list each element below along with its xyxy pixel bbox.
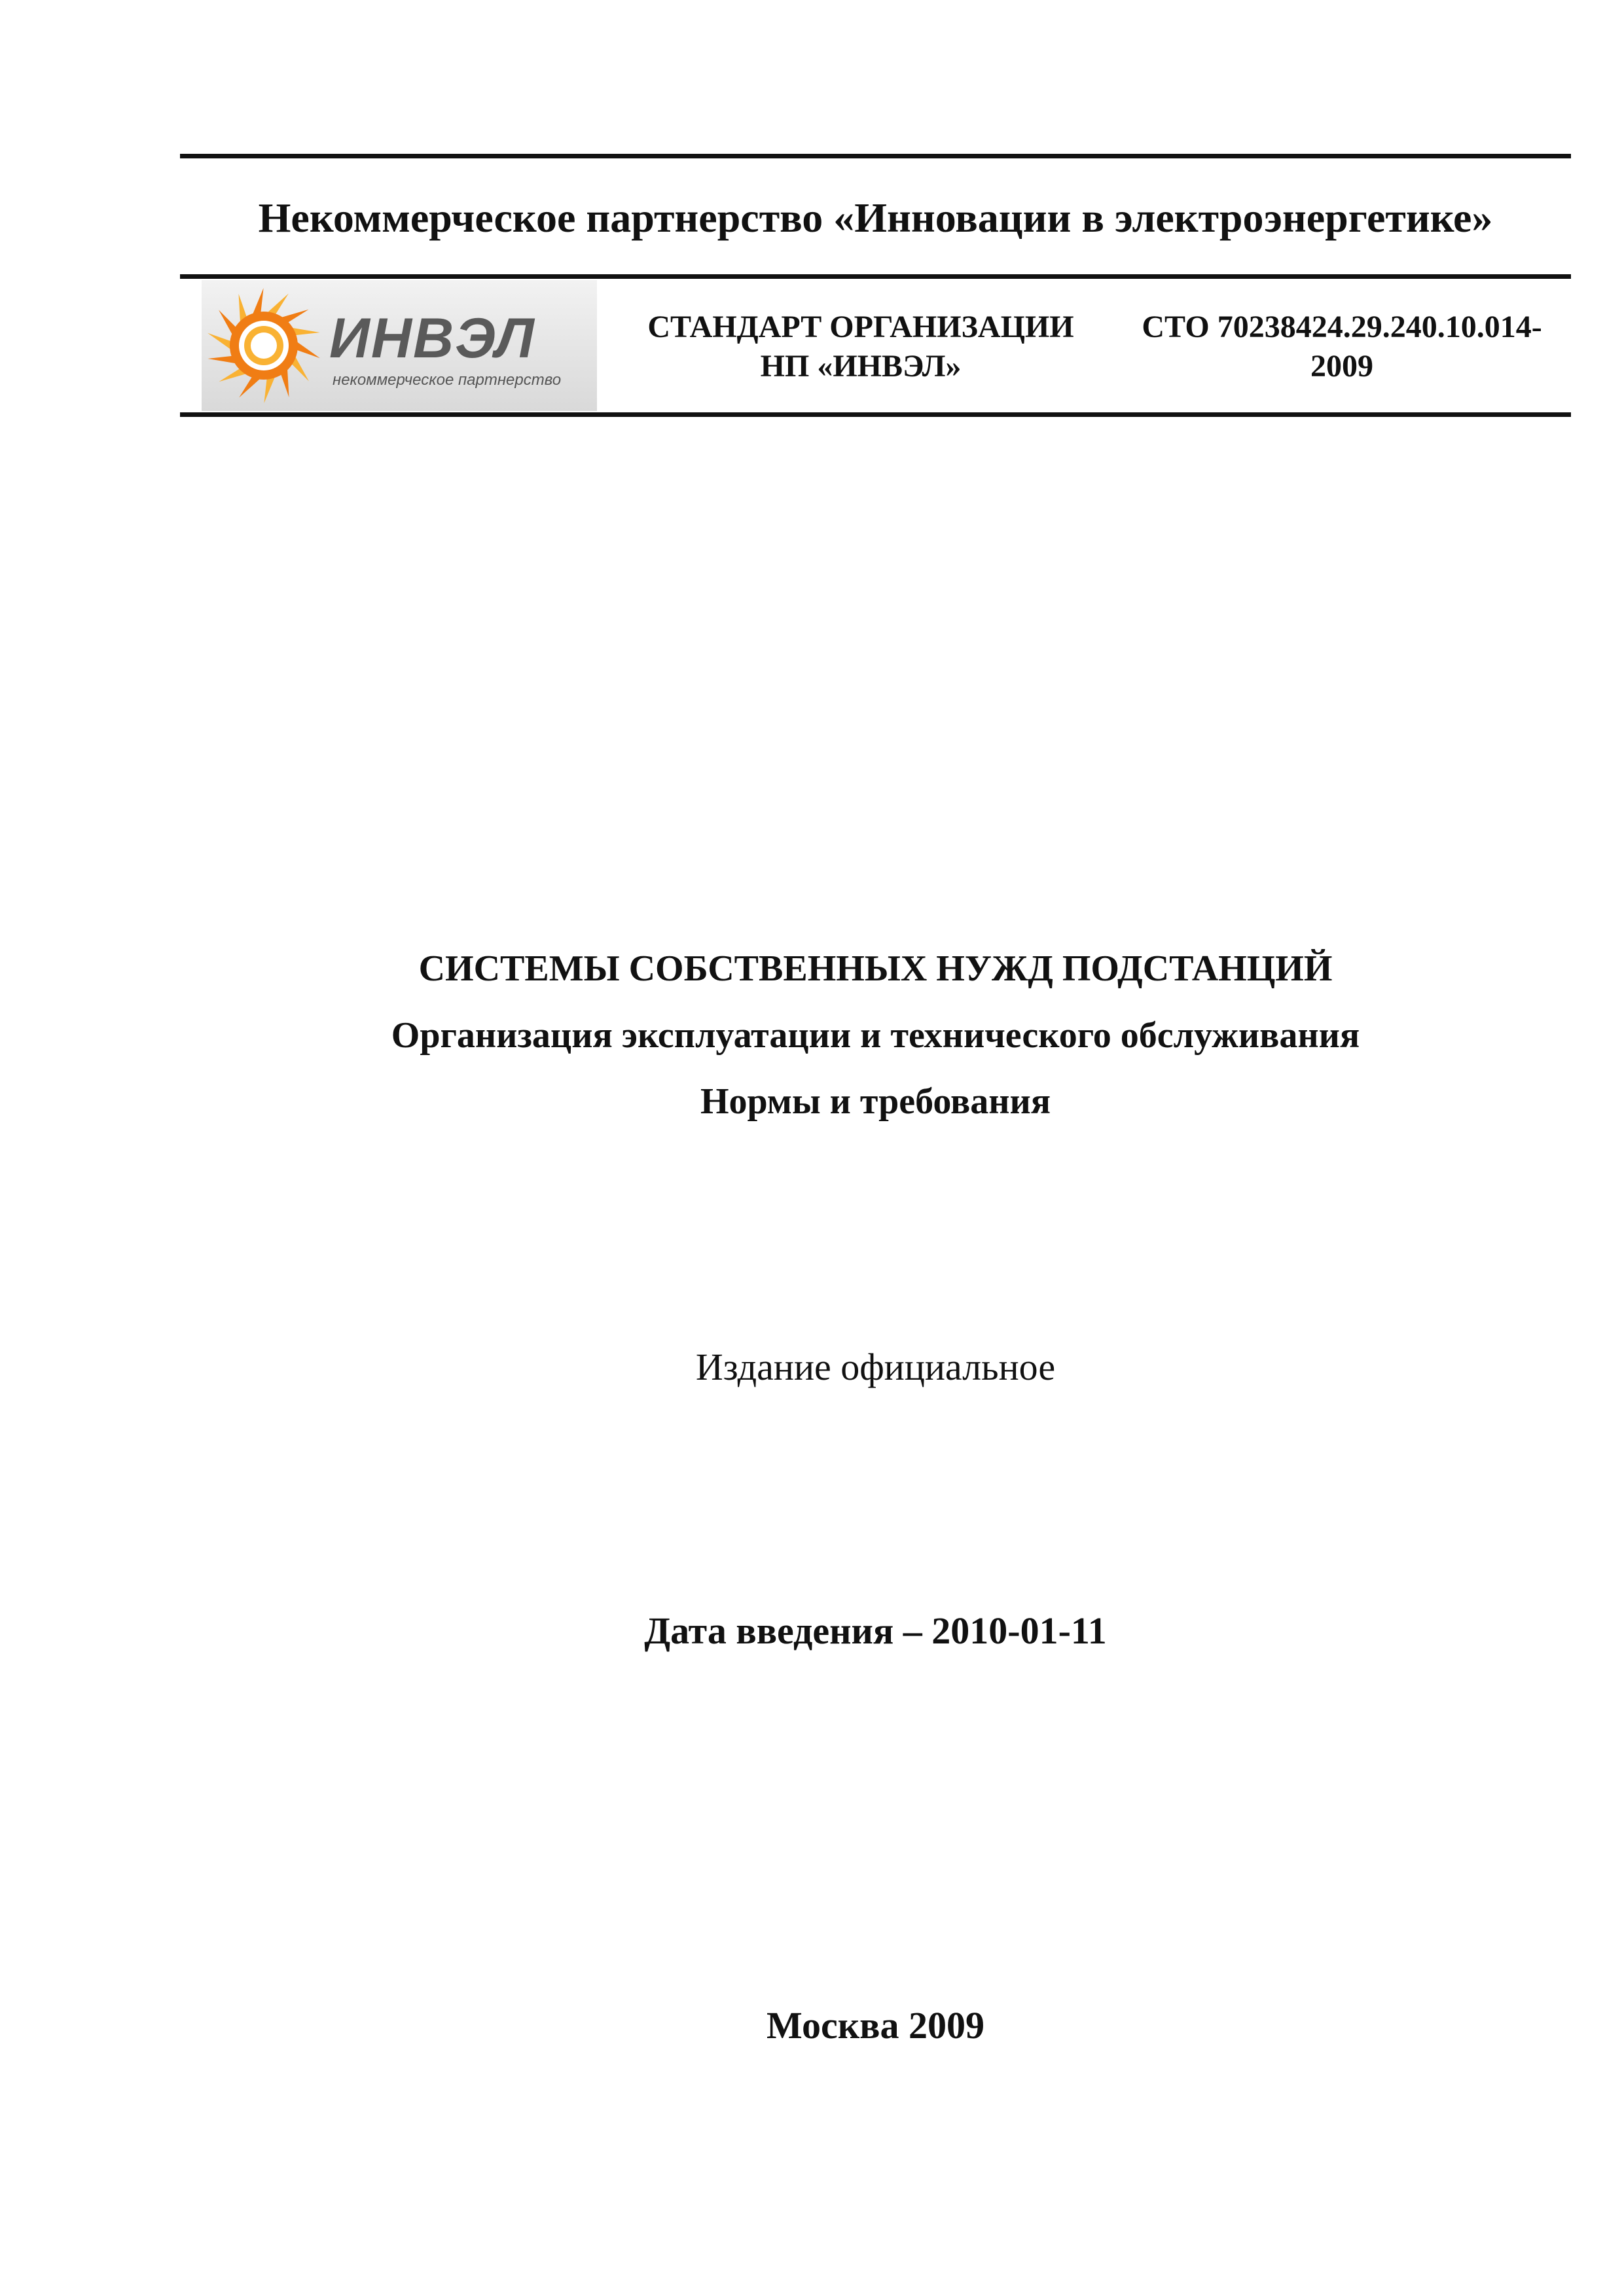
document-subtitle-2: Нормы и требования	[700, 1081, 1051, 1122]
standard-code-line-1: СТО 70238424.29.240.10.014-	[1142, 310, 1542, 344]
standard-label-line-1: СТАНДАРТ ОРГАНИЗАЦИИ	[647, 310, 1074, 344]
logo-tagline: некоммерческое партнерство	[333, 371, 562, 389]
standard-label	[632, 308, 1090, 386]
document-title: СИСТЕМЫ СОБСТВЕННЫХ НУЖД ПОДСТАНЦИЙ	[418, 948, 1333, 989]
edition-note: Издание официальное	[695, 1346, 1056, 1388]
logo	[202, 280, 597, 411]
standard-label-line-2: НП «ИНВЭЛ»	[760, 349, 962, 384]
standard-code-line-2: 2009	[1310, 349, 1373, 384]
document-subtitle: Организация эксплуатации и технического обслуживания	[391, 1015, 1360, 1056]
standard-code	[1119, 308, 1564, 386]
top-rule	[180, 154, 1571, 158]
sun-ray	[264, 376, 275, 403]
city-year: Москва 2009	[767, 2004, 984, 2047]
sun-ray	[267, 294, 289, 315]
organization-title: Некоммерческое партнерство «Инновации в электроэнергетике»	[258, 194, 1493, 241]
bottom-rule	[180, 412, 1571, 417]
sun-logo-icon	[202, 280, 597, 411]
sun-ray	[208, 333, 231, 350]
sun-ray	[253, 288, 264, 315]
middle-rule	[180, 274, 1571, 279]
sun-ray	[297, 342, 320, 359]
logo-brand: ИНВЭЛ	[329, 307, 535, 370]
introduction-date: Дата введения – 2010-01-11	[644, 1609, 1107, 1652]
sun-ray	[239, 376, 261, 398]
